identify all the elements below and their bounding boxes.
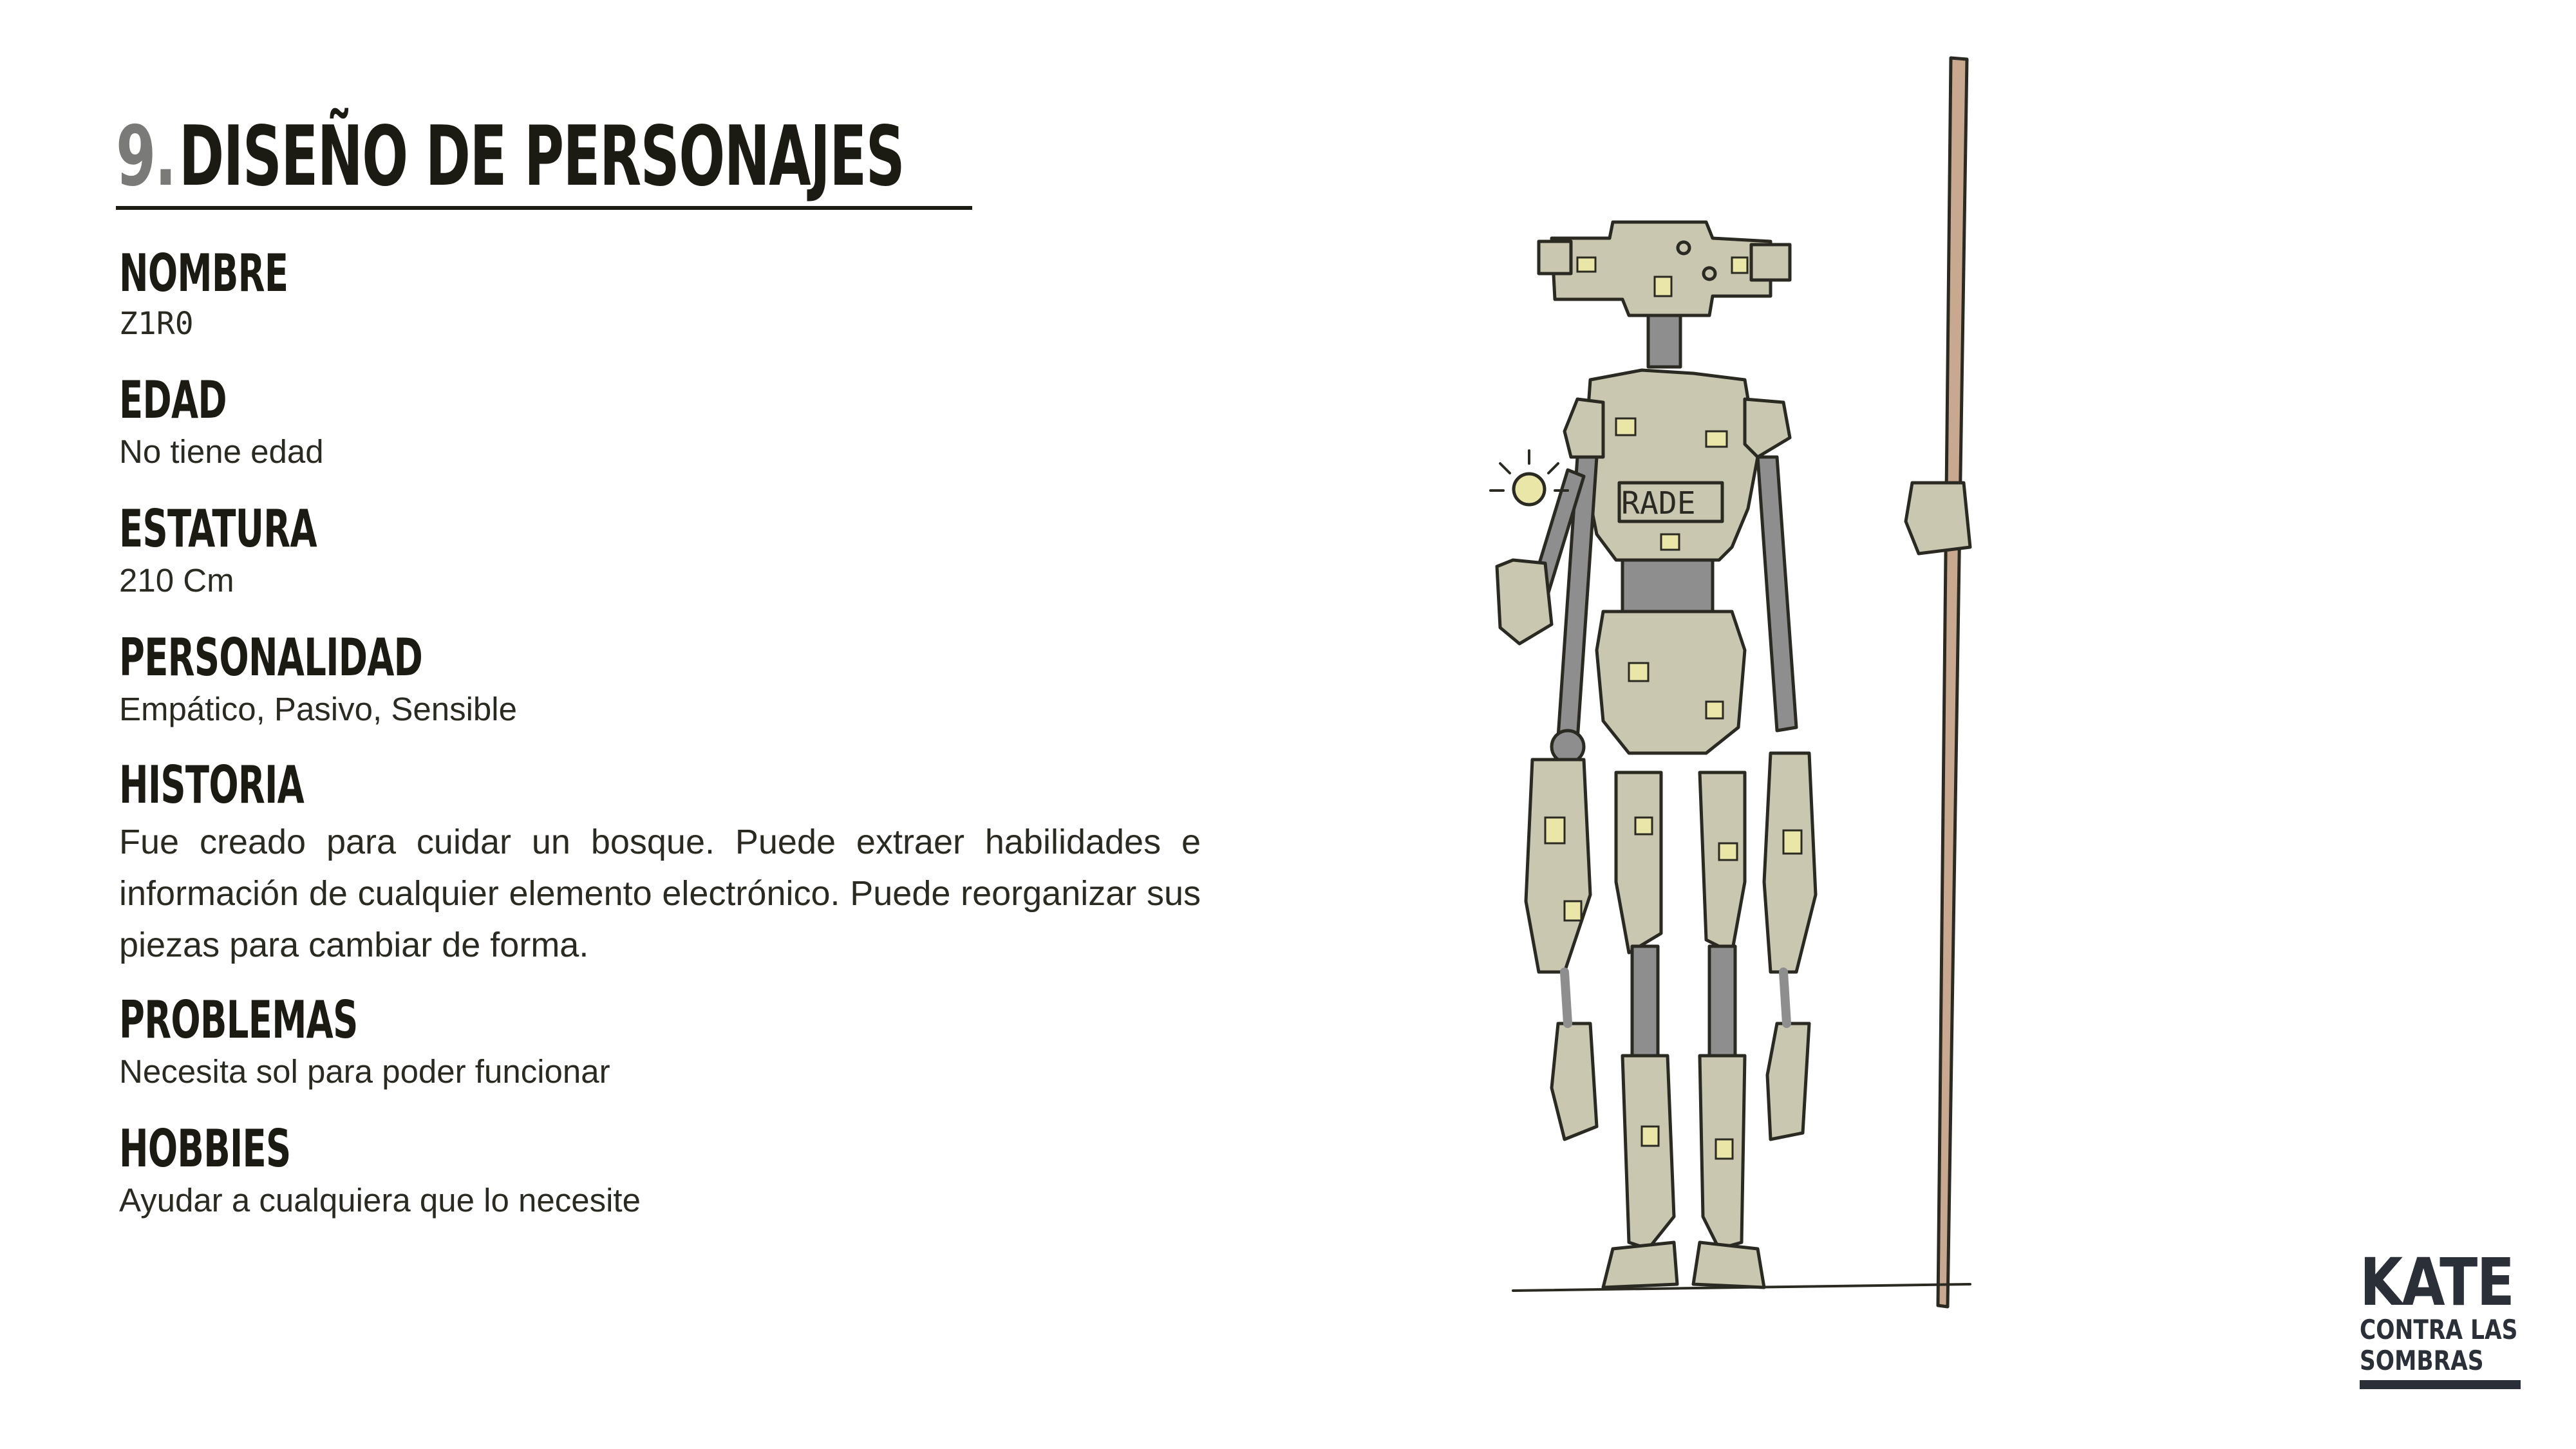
head-right-ear [1751, 245, 1790, 280]
field-label: HOBBIES [119, 1119, 291, 1179]
field-value: Necesita sol para poder funcionar [119, 1053, 610, 1090]
robot-leg-right-upper [1700, 772, 1745, 953]
field-estatura [119, 499, 1201, 601]
robot-shoulder-right [1745, 399, 1790, 457]
robot-hand-right [1767, 1024, 1809, 1139]
field-nombre [119, 243, 1201, 343]
logo-sombras: SOMBRAS [2360, 1345, 2484, 1377]
logo-contra-las: CONTRA LAS [2360, 1313, 2518, 1345]
robot-leg-left-lower [1622, 1056, 1674, 1249]
chest-label: RADE [1621, 485, 1696, 521]
robot-waist [1622, 560, 1713, 612]
robot-torso [1584, 370, 1758, 560]
robot-leg-left-upper [1616, 772, 1661, 953]
field-problemas [119, 990, 1201, 1092]
field-value: 210 Cm [119, 562, 234, 599]
head-left-ear [1539, 241, 1571, 274]
field-label: HISTORIA [119, 755, 305, 815]
field-label: NOMBRE [119, 243, 288, 303]
robot-raised-hand [1497, 560, 1552, 644]
kate-logo [2360, 1244, 2537, 1389]
section-title: DISEÑO DE PERSONAJES [179, 109, 905, 205]
robot-arm-right [1758, 457, 1796, 731]
robot-foot-left [1603, 1242, 1677, 1287]
field-historia [119, 755, 1201, 971]
robot-foot-right [1693, 1242, 1764, 1287]
field-label: EDAD [119, 370, 227, 430]
field-label: PERSONALIDAD [119, 628, 423, 687]
logo-underline [2360, 1380, 2521, 1389]
robot-forearm-left [1526, 760, 1590, 972]
field-label: PROBLEMAS [119, 990, 358, 1050]
field-value: Z1R0 [119, 306, 194, 342]
robot-neck [1648, 315, 1680, 367]
sun-orb [1514, 474, 1545, 505]
field-edad [119, 370, 1201, 472]
field-personalidad [119, 628, 1201, 730]
logo-kate: KATE [2360, 1244, 2514, 1321]
robot-hand-left [1552, 1024, 1597, 1139]
field-label: ESTATURA [119, 499, 317, 559]
staff [1938, 58, 1967, 1307]
field-hobbies [119, 1119, 1201, 1221]
robot-shoulder-left [1565, 399, 1603, 457]
robot-pelvis [1597, 612, 1745, 753]
field-value: Fue creado para cuidar un bosque. Puede extraer habilidades e información de cualquier elemento electrónico. Puede reorganizar sus piezas para cambiar de forma. [119, 823, 1201, 964]
field-value: No tiene edad [119, 433, 324, 470]
robot-hand-right-staff [1906, 483, 1970, 554]
robot-forearm-right [1764, 753, 1816, 972]
field-value: Empático, Pasivo, Sensible [119, 691, 517, 727]
page-title [116, 97, 972, 210]
field-value: Ayudar a cualquiera que lo necesite [119, 1182, 641, 1219]
robot-illustration [1384, 45, 2028, 1332]
section-number: 9. [116, 109, 176, 205]
